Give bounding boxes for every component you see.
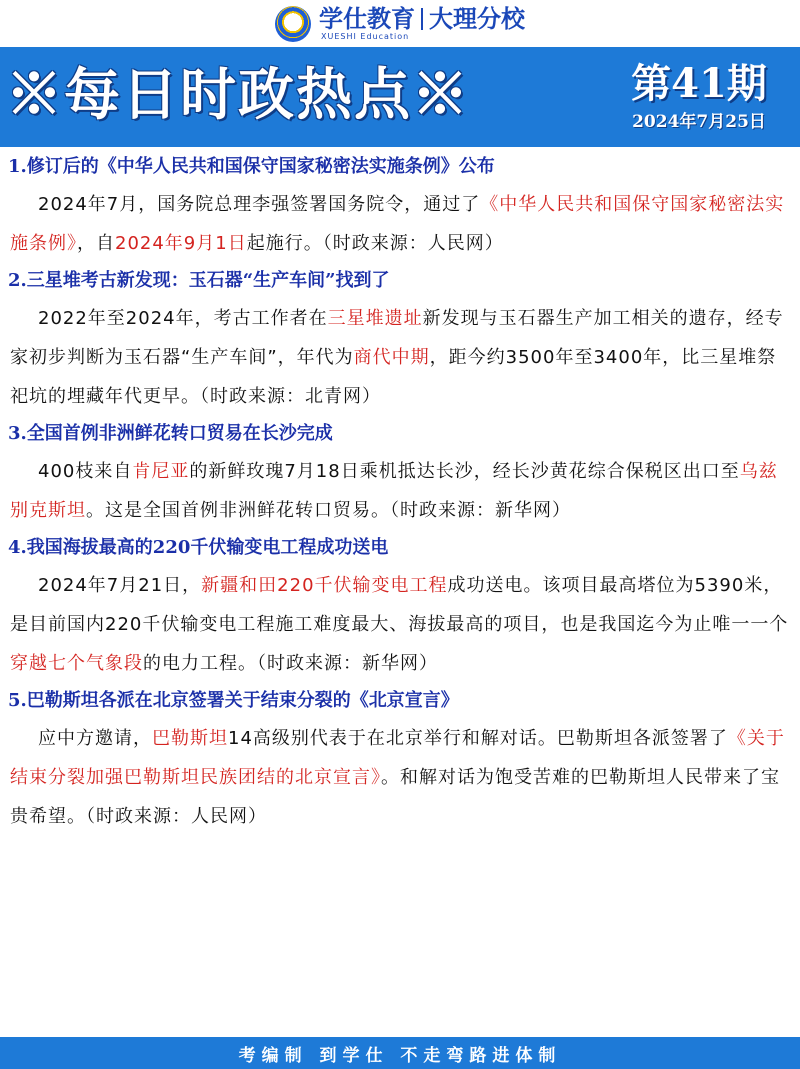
news-body <box>0 452 800 530</box>
highlighted-text: 三星堆遗址 <box>327 308 423 329</box>
issue-date: 2024年7月25日 <box>632 112 766 132</box>
body-text-segment: 应中方邀请， <box>38 728 152 749</box>
news-headline: 5.巴勒斯坦各派在北京签署关于结束分裂的《北京宣言》 <box>8 690 459 711</box>
highlighted-text: 2024年9月1日 <box>115 233 247 254</box>
body-text-segment: 2024年7月21日， <box>38 575 202 596</box>
body-text-segment: 2022年至2024年，考古工作者在 <box>38 308 328 329</box>
title-banner <box>0 47 800 147</box>
highlighted-text: 《关于结束分裂加强巴勒斯坦民族团结的北京宣言》 <box>10 728 785 788</box>
news-headline: 4.我国海拔最高的220千伏输变电工程成功送电 <box>8 537 389 558</box>
news-item <box>0 683 800 836</box>
body-text-segment: 。这是全国首例非洲鲜花转口贸易。（时政来源：新华网） <box>86 500 571 521</box>
news-list <box>0 149 800 836</box>
brand-text <box>319 6 525 42</box>
body-text-segment: 2024年7月，国务院总理李强签署国务院令，通过了 <box>38 194 481 215</box>
branch-name: 大理分校 <box>429 4 525 33</box>
footer-bar <box>0 1037 800 1069</box>
highlighted-text: 巴勒斯坦 <box>152 728 228 749</box>
body-text-segment: ，距今约3500年至3400年，比三星堆祭祀坑的埋藏年代更早。（时政来源：北青网） <box>10 347 777 407</box>
body-text-segment: 的新鲜玫瑰7月18日乘机抵达长沙，经长沙黄花综合保税区出口至 <box>189 461 740 482</box>
page-title: ※每日时政热点※ <box>6 62 470 128</box>
highlighted-text: 新疆和田220千伏输变电工程 <box>201 575 448 596</box>
body-text-segment: 400枝来自 <box>38 461 133 482</box>
brand-header <box>0 0 800 47</box>
body-text-segment: 14高级别代表于在北京举行和解对话。巴勒斯坦各派签署了 <box>228 728 728 749</box>
school-logo-icon <box>275 6 311 42</box>
footer-slogan: 考编制 到学仕 不走弯路进体制 <box>238 1045 562 1066</box>
news-headline: 1.修订后的《中华人民共和国保守国家秘密法实施条例》公布 <box>8 156 495 177</box>
body-text-segment: 新发现与玉石器生产加工相关的遗存，经专家初步判断为玉石器“生产车间”，年代为 <box>10 308 784 368</box>
news-body <box>0 566 800 683</box>
body-text-segment: 起施行。（时政来源：人民网） <box>246 233 504 254</box>
highlighted-text: 乌兹别克斯坦 <box>10 461 778 521</box>
body-text-segment: 。和解对话为饱受苦难的巴勒斯坦人民带来了宝贵希望。（时政来源：人民网） <box>10 767 780 827</box>
brand-divider <box>421 8 423 30</box>
news-item <box>0 149 800 263</box>
body-text-segment: 成功送电。该项目最高塔位为5390米，是目前国内220千伏输变电工程施工难度最大、海拔最高的项目，也是我国迄今为止唯一一个 <box>10 575 789 635</box>
news-body <box>0 299 800 416</box>
issue-info <box>598 47 800 147</box>
news-headline: 3.全国首例非洲鲜花转口贸易在长沙完成 <box>8 423 333 444</box>
brand-english-name: XUESHI Education <box>321 31 410 41</box>
news-item <box>0 263 800 416</box>
highlighted-text: 肯尼亚 <box>132 461 190 482</box>
news-body <box>0 719 800 836</box>
news-body <box>0 185 800 263</box>
issue-number: 第41期 <box>631 60 767 107</box>
brand-name: 学仕教育 <box>319 4 415 33</box>
news-headline: 2.三星堆考古新发现：玉石器“生产车间”找到了 <box>8 270 390 291</box>
body-text-segment: 的电力工程。（时政来源：新华网） <box>143 653 438 674</box>
news-item <box>0 416 800 530</box>
highlighted-text: 《中华人民共和国保守国家秘密法实施条例》 <box>10 194 785 254</box>
highlighted-text: 穿越七个气象段 <box>10 653 143 674</box>
news-item <box>0 530 800 683</box>
highlighted-text: 商代中期 <box>353 347 430 368</box>
body-text-segment: ，自 <box>77 233 115 254</box>
